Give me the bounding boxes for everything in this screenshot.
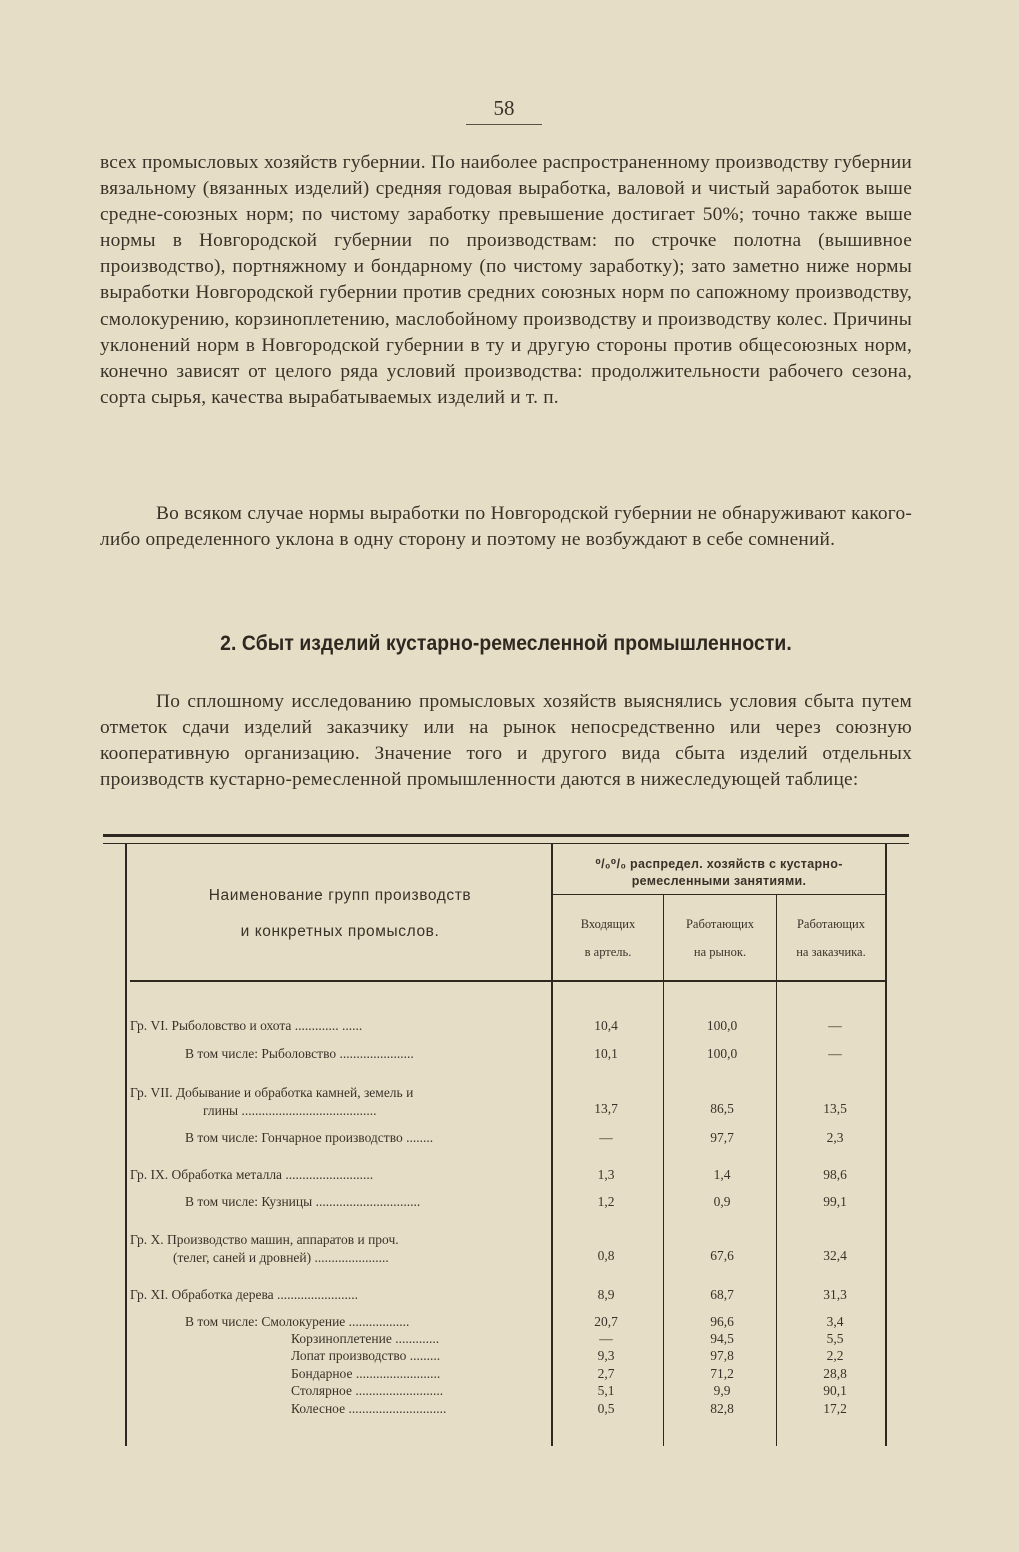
column-header-customer: Работающих на заказчика.: [796, 917, 866, 959]
row-label: В том числе: Кузницы ...............................: [185, 1194, 421, 1209]
column-header-market: Работающих на рынок.: [685, 917, 754, 959]
column-header-artel: Входящих в артель.: [580, 917, 636, 959]
table-divider-3: [776, 895, 777, 1446]
artel-value: 8,9: [597, 1287, 615, 1302]
market-value: 0,9: [713, 1194, 731, 1209]
paragraph-2: Во всяком случае нормы выработки по Новгородской губернии не обнаруживают какого-либо определенного уклона в одну сторону и поэтому не возбуждают в себе сомнений.: [100, 503, 912, 551]
table-left-border: [125, 844, 127, 1446]
artel-value: —: [599, 1331, 613, 1346]
table-header-rule: [130, 980, 885, 982]
table-right-border: [885, 844, 887, 1446]
table-top-rule: [103, 834, 909, 837]
market-value: 68,7: [710, 1287, 734, 1302]
table-divider-2: [663, 895, 664, 1446]
artel-value: 2,7: [597, 1366, 615, 1381]
market-value: 94,5: [710, 1331, 734, 1346]
artel-value: 5,1: [597, 1383, 615, 1398]
customer-value: 98,6: [823, 1167, 847, 1182]
paragraph-3: По сплошному исследованию промысловых хозяйств выяснялись условия сбыта путем отметок сдачи изделий заказчику или на рынок непосредственно или через союзную кооперативную организацию. Значение того и другого вида сбыта изделий отдельных производств кустарно-ремесленной промышленности даются в нижеследующей таблице:: [100, 691, 912, 791]
artel-value: 1,3: [597, 1167, 615, 1182]
row-label: Колесное .............................: [291, 1401, 447, 1416]
row-label: Гр. IX. Обработка металла ..........................: [130, 1167, 374, 1182]
customer-value: 2,2: [826, 1348, 844, 1363]
artel-value: 0,5: [597, 1401, 615, 1416]
market-value: 67,6: [710, 1248, 734, 1263]
row-label: В том числе: Гончарное производство ........: [185, 1130, 434, 1145]
row-label: Гр. X. Производство машин, аппаратов и проч.: [130, 1232, 399, 1247]
customer-value: —: [828, 1046, 842, 1061]
artel-value: 9,3: [597, 1348, 615, 1363]
row-label: Гр. XI. Обработка дерева ........................: [130, 1287, 359, 1302]
customer-value: 13,5: [823, 1101, 847, 1116]
page-number-rule: [466, 124, 542, 125]
market-value: 100,0: [706, 1018, 738, 1033]
market-value: 71,2: [710, 1366, 734, 1381]
customer-value: 31,3: [823, 1287, 847, 1302]
customer-value: —: [828, 1018, 842, 1033]
table-subheader-rule: [553, 894, 885, 895]
row-label: Гр. VI. Рыболовство и охота ............. ......: [130, 1018, 363, 1033]
market-value: 1,4: [713, 1167, 731, 1182]
market-value: 100,0: [706, 1046, 738, 1061]
column-header-distribution: ⁰/₀⁰/₀ распредел. хозяйств с кустарно- ремесленными занятиями.: [595, 857, 843, 888]
section-heading: 2. Сбыт изделий кустарно-ремесленной промышленности.: [220, 632, 792, 655]
customer-value: 17,2: [823, 1401, 847, 1416]
market-value: 86,5: [710, 1101, 734, 1116]
customer-value: 99,1: [823, 1194, 847, 1209]
market-value: 97,8: [710, 1348, 734, 1363]
artel-value: —: [599, 1130, 613, 1145]
customer-value: 32,4: [823, 1248, 847, 1263]
market-value: 97,7: [710, 1130, 734, 1145]
column-header-group: Наименование групп производств и конкретных промыслов.: [208, 887, 472, 940]
customer-value: 3,4: [826, 1314, 844, 1329]
paragraph-1: всех промысловых хозяйств губернии. По наиболее распространенному производству губернии вязальному (вязанных изделий) средняя годовая выработка, валовой и чистый заработок выше средне-союзных норм; по чистому заработку превышение достигает 50%; точно также выше нормы в Новгородской губернии по производствам: по строчке полотна (вышивное производство), портняжному и бондарному (по чистому заработку); зато заметно ниже нормы выработки Новгородской губернии против средних союзных норм по сапожному производству, смолокурению, корзиноплетению, маслобойному производству и производству колес. Причины уклонений норм в Новгородской губернии в ту и другую стороны против общесоюзных норм, конечно зависят от целого ряда условий производства: продолжительности рабочего сезона, сорта сырья, качества вырабатываемых изделий и т. п.: [100, 152, 912, 408]
customer-value: 90,1: [823, 1383, 847, 1398]
artel-value: 0,8: [597, 1248, 615, 1263]
row-label-continued: (телег, саней и дровней) ......................: [173, 1250, 389, 1265]
row-label: Столярное ..........................: [291, 1383, 444, 1398]
market-value: 82,8: [710, 1401, 734, 1416]
row-label: Гр. VII. Добывание и обработка камней, земель и: [130, 1085, 414, 1100]
artel-value: 1,2: [597, 1194, 615, 1209]
page-number: 58: [493, 96, 515, 120]
table-top-rule-inner: [103, 843, 909, 844]
row-label: Лопат производство .........: [291, 1348, 441, 1363]
row-label: Корзиноплетение .............: [291, 1331, 440, 1346]
customer-value: 2,3: [826, 1130, 844, 1145]
artel-value: 10,4: [594, 1018, 618, 1033]
row-label: Бондарное .........................: [291, 1366, 441, 1381]
artel-value: 13,7: [594, 1101, 618, 1116]
artel-value: 20,7: [594, 1314, 618, 1329]
row-label: В том числе: Рыболовство ......................: [185, 1046, 414, 1061]
row-label-continued: глины ........................................: [203, 1103, 377, 1118]
artel-value: 10,1: [594, 1046, 618, 1061]
row-label: В том числе: Смолокурение ..................: [185, 1314, 410, 1329]
customer-value: 5,5: [826, 1331, 844, 1346]
market-value: 96,6: [710, 1314, 734, 1329]
market-value: 9,9: [713, 1383, 731, 1398]
customer-value: 28,8: [823, 1366, 847, 1381]
